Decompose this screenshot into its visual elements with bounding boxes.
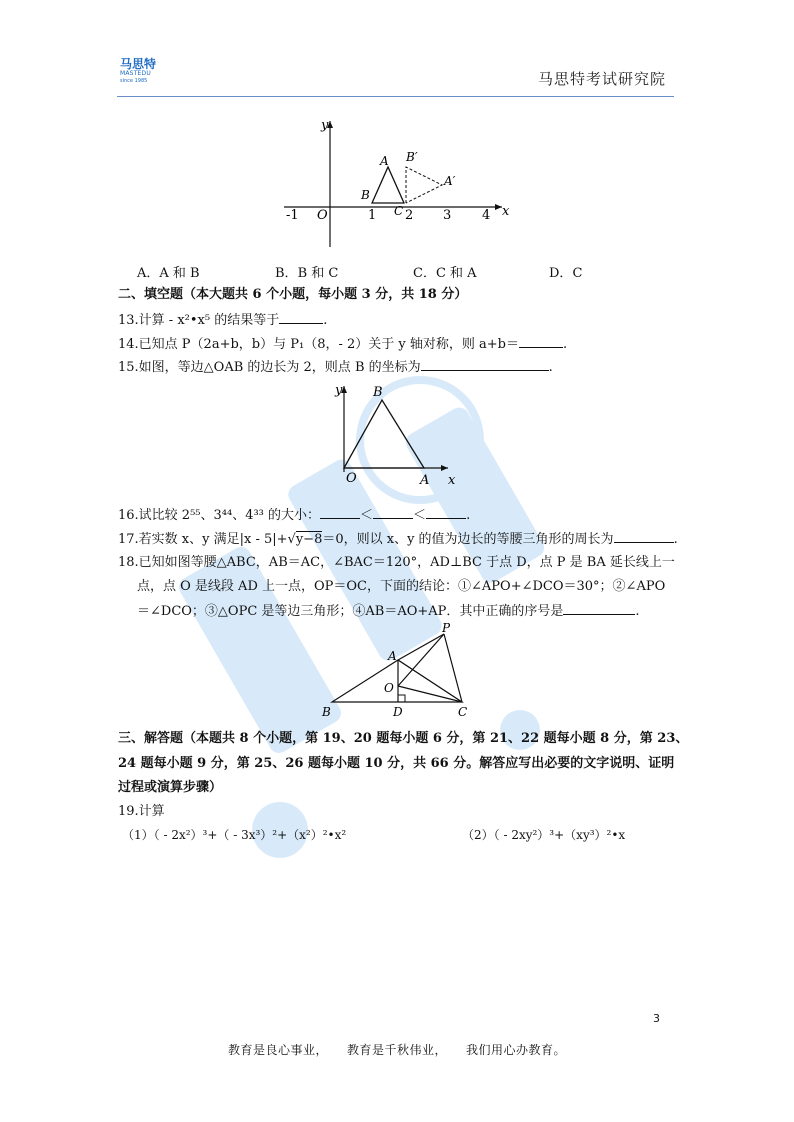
question-16: 16.试比较 2⁵⁵、3⁴⁴、4³³ 的大小： ＜ ＜ . [118, 508, 471, 523]
logo-since: since 1985 [120, 78, 148, 84]
label-y-axis: y [335, 383, 343, 398]
logo-mark: 马思特 [120, 57, 157, 71]
label-pt-c: C [394, 204, 404, 218]
label-pt-a: A [380, 154, 389, 168]
label-x-axis: x [502, 204, 510, 219]
choice-b: B．B 和 C [275, 266, 339, 281]
choice-c: C．C 和 A [413, 266, 477, 281]
label-pt-aprime: A′ [444, 174, 456, 188]
figure-triangle-transform [280, 115, 520, 253]
section3-heading-line2: 24 题每小题 9 分，第 25、26 题每小题 10 分，共 66 分。解答应写出必要的文字说明、证明 [118, 756, 675, 771]
label-pt-b: B [373, 385, 383, 400]
brand-logo [120, 58, 166, 92]
question-19-part1: （1）（ - 2x²）³+（ - 3x³）²+（x²）²•x² [122, 828, 347, 842]
triangle-oab [344, 400, 424, 468]
label-pt-b: B [322, 705, 331, 719]
figure-isosceles-triangle [318, 622, 478, 722]
question-18-line1: 18.已知如图等腰△ABC，AB＝AC，∠BAC＝120°，AD⊥BC 于点 D，点 P 是 BA 延长线上一 [118, 555, 675, 570]
tick-3: 3 [443, 208, 452, 223]
answer-blank[interactable] [426, 506, 466, 519]
tick-2: 2 [405, 208, 414, 223]
x-axis-arrow [495, 204, 502, 210]
figure-equilateral-triangle [330, 380, 460, 488]
question-13: 13.计算 - x²•x⁵ 的结果等于 . [118, 313, 328, 328]
question-19-title: 19.计算 [118, 804, 165, 819]
question-15: 15.如图，等边△OAB 的边长为 2，则点 B 的坐标为 . [118, 360, 553, 375]
label-pt-d: D [393, 705, 403, 719]
x-axis-arrow [441, 465, 448, 471]
label-pt-o: O [384, 681, 394, 695]
label-origin: O [317, 208, 328, 223]
label-pt-p: P [442, 622, 451, 635]
section3-heading-line1: 三、解答题（本题共 8 个小题，第 19、20 题每小题 6 分，第 21、22 题每小题 8 分，第 23、 [118, 731, 689, 746]
footer-slogan: 教育是良心事业， 教育是千秋伟业， 我们用心办教育。 [227, 1043, 566, 1057]
triangle-abc [332, 660, 462, 702]
question-17: 17.若实数 x、y 满足|x - 5|+√y−8＝0，则以 x、y 的值为边长的等腰三角形的周长为 . [118, 532, 678, 547]
answer-blank[interactable] [320, 506, 360, 519]
label-pt-a: A [420, 473, 430, 488]
section3-heading-line3: 过程或演算步骤） [118, 780, 223, 795]
label-y-axis: y [321, 118, 329, 133]
label-pt-a: A [388, 649, 397, 663]
answer-blank[interactable] [519, 335, 563, 348]
segment-po [398, 634, 444, 686]
header-title: 马思特考试研究院 [537, 70, 666, 88]
question-18-line2: 点，点 O 是线段 AD 上一点，OP＝OC，下面的结论：①∠APO+∠DCO＝30°；②∠APO [137, 579, 666, 594]
answer-blank[interactable] [614, 530, 674, 543]
right-angle-mark [398, 695, 405, 702]
triangle-abc [372, 167, 404, 203]
answer-blank[interactable] [279, 311, 323, 324]
choice-d: D．C [549, 266, 583, 281]
answer-blank[interactable] [421, 358, 549, 371]
header-rule [117, 96, 674, 97]
label-x-axis: x [448, 473, 456, 488]
answer-blank[interactable] [563, 602, 635, 615]
tick-4: 4 [482, 208, 491, 223]
triangle-reflected [406, 167, 442, 203]
label-pt-b: B [361, 188, 370, 202]
page-number: 3 [653, 1012, 660, 1025]
logo-sub: MASTEDU [120, 70, 151, 77]
question-14: 14.已知点 P（2a+b，b）与 P₁（8，- 2）关于 y 轴对称，则 a+b＝ . [118, 337, 568, 352]
label-pt-bprime: B′ [406, 150, 418, 164]
segment-ap [398, 634, 444, 660]
section2-heading: 二、填空题（本大题共 6 个小题，每小题 3 分，共 18 分） [118, 287, 468, 302]
tick-neg1: -1 [286, 208, 299, 223]
choice-a: A．A 和 B [137, 266, 200, 281]
label-pt-o: O [346, 471, 357, 486]
segment-oc [398, 686, 462, 702]
answer-blank[interactable] [373, 506, 413, 519]
question-18-line3: ＝∠DCO；③△OPC 是等边三角形；④AB＝AO+AP．其中正确的序号是 . [137, 604, 640, 619]
tick-1: 1 [368, 208, 377, 223]
label-pt-c: C [458, 705, 468, 719]
sqrt-symbol: √ [287, 532, 296, 547]
sqrt-radicand: y−8 [295, 532, 323, 547]
question-19-part2: （2）（ - 2xy²）³+（xy³）²•x [462, 828, 626, 842]
